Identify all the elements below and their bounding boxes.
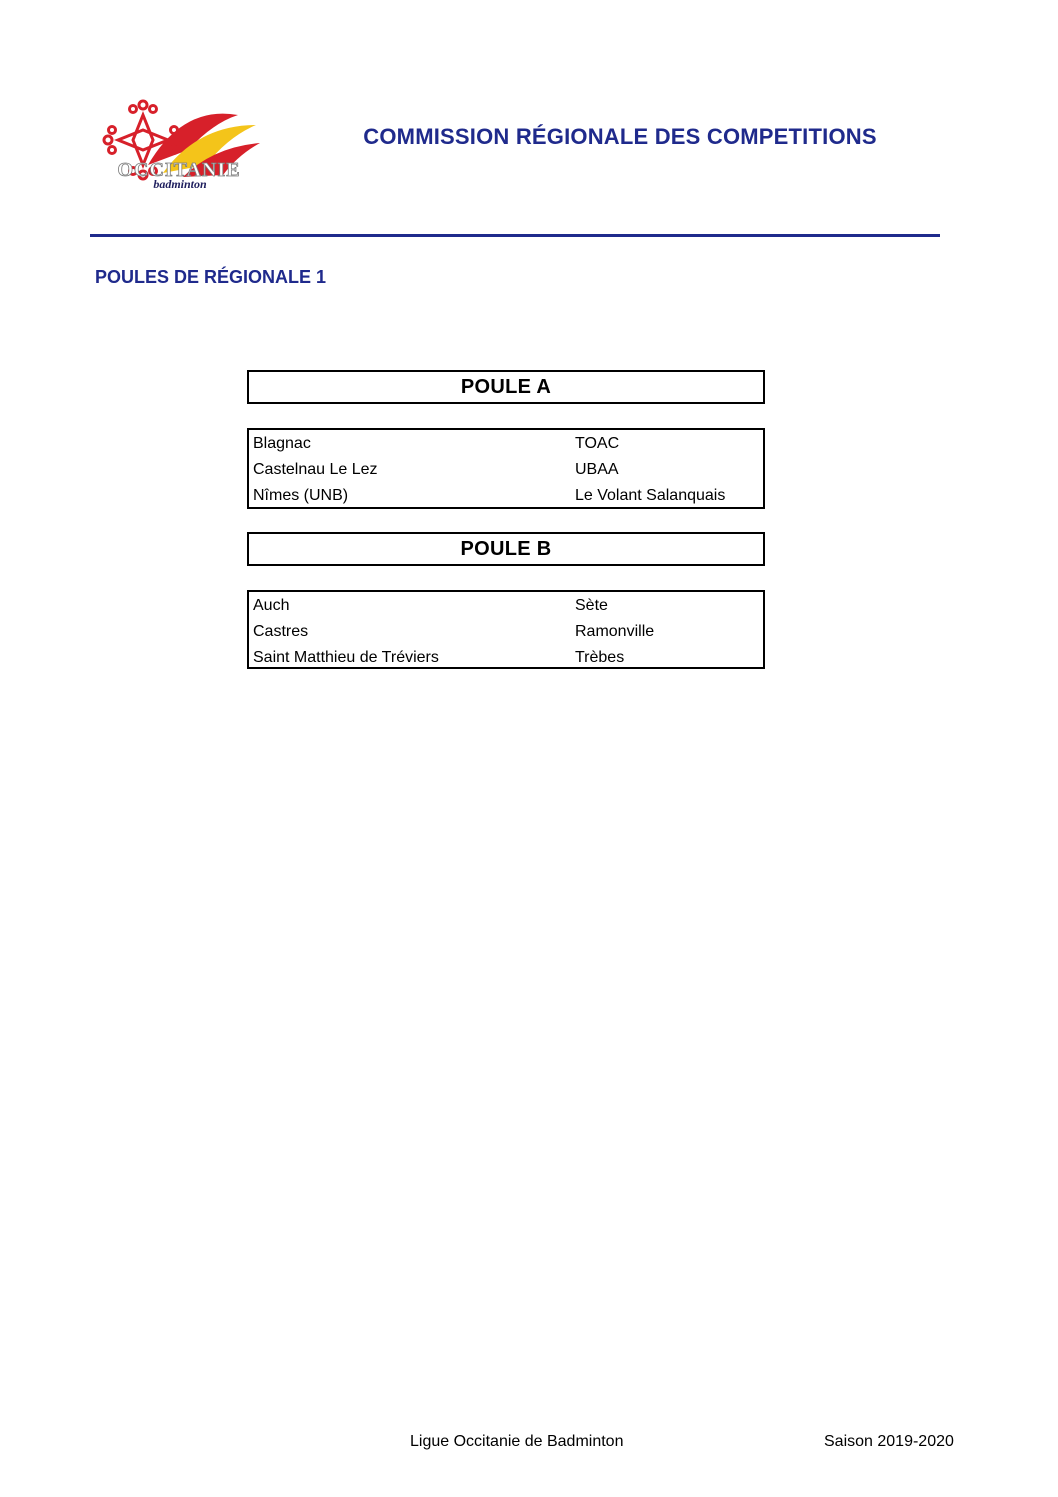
table-row [249, 431, 763, 457]
table-row [249, 619, 763, 645]
team-cell: Blagnac [253, 435, 311, 452]
team-cell: TOAC [575, 435, 620, 452]
team-cell: Trèbes [575, 649, 625, 666]
table-row [249, 457, 763, 483]
team-cell: Ramonville [575, 623, 655, 640]
footer-organization: Ligue Occitanie de Badminton [410, 1433, 624, 1450]
team-cell: Saint Matthieu de Tréviers [253, 649, 439, 666]
table-row [249, 483, 763, 509]
team-cell: Auch [253, 597, 290, 614]
document-title: COMMISSION RÉGIONALE DES COMPETITIONS [363, 124, 877, 149]
table-row [249, 645, 763, 671]
logo-subtitle: badminton [153, 177, 207, 191]
footer-season: Saison 2019-2020 [824, 1433, 954, 1450]
team-cell: Sète [575, 597, 608, 614]
poule-b-title: POULE B [247, 532, 765, 566]
team-cell: Nîmes (UNB) [253, 487, 349, 504]
team-cell: Le Volant Salanquais [575, 487, 726, 504]
poule-a-title: POULE A [247, 370, 765, 404]
header-divider [90, 234, 940, 237]
team-cell: UBAA [575, 461, 619, 478]
poule-b-table [247, 590, 765, 669]
section-title: POULES DE RÉGIONALE 1 [95, 267, 327, 287]
logo-wordmark: OCCITANIE [117, 159, 241, 181]
table-row [249, 593, 763, 619]
team-cell: Castelnau Le Lez [253, 461, 378, 478]
poule-a-table [247, 428, 765, 509]
team-cell: Castres [253, 623, 309, 640]
